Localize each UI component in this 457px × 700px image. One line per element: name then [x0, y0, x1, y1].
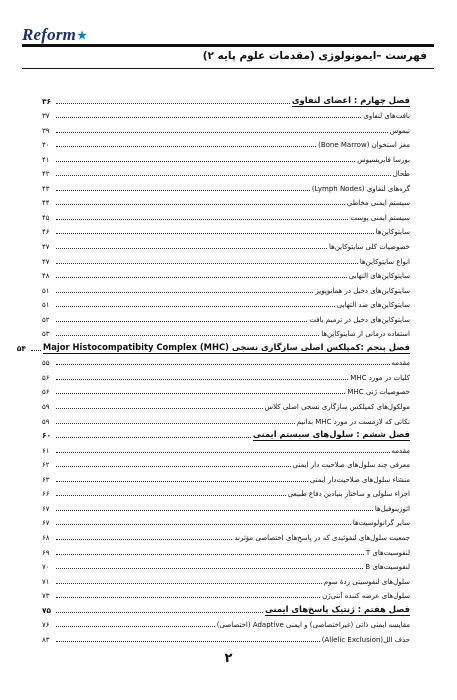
dot-leader	[56, 321, 307, 322]
toc-page-number: ۴۸	[42, 272, 50, 281]
dot-leader	[56, 393, 345, 394]
toc-row	[42, 281, 410, 296]
dot-leader	[56, 175, 391, 176]
dot-leader	[56, 626, 215, 627]
toc-page-number: ۶۷	[42, 519, 50, 528]
toc-row	[42, 412, 410, 427]
toc-page-number: ۶۰	[42, 431, 52, 441]
toc-entry-title: سلول‌های عرضه کننده آنتی‌ژن	[322, 592, 410, 601]
toc-entry-title: منشاء سلول‌های صلاحیت‌دار ایمنی	[309, 475, 410, 484]
dot-leader	[56, 524, 351, 525]
dot-leader	[56, 132, 388, 133]
toc-row	[42, 136, 410, 151]
dot-leader	[56, 554, 364, 555]
toc-row	[42, 368, 410, 383]
dot-leader	[56, 510, 373, 511]
toc-page-number: ۴۱	[42, 155, 50, 164]
toc-page-number: ۴۴	[42, 199, 50, 208]
toc-row	[42, 558, 410, 573]
dot-leader	[56, 597, 320, 598]
toc-row	[42, 325, 410, 340]
toc-row	[42, 456, 410, 471]
toc-chapter-row	[42, 601, 410, 616]
toc-entry-title: سایتوکاین‌های التهابی	[348, 272, 410, 281]
toc-row	[42, 470, 410, 485]
toc-page-number: ۴۶	[42, 228, 50, 237]
toc-page-number: ۷۱	[42, 577, 50, 586]
toc-entry-title: انواع سایتوکاین‌ها	[359, 257, 410, 266]
dot-leader	[56, 263, 358, 264]
toc-entry-title: سایتوکاین‌های دخیل در ترمیم بافت	[309, 315, 410, 324]
toc-entry-title: معرفی چند سلول‌های صلاحیت دار ایمنی	[292, 461, 410, 470]
toc-entry-title: لنفوسیت‌های B	[365, 563, 410, 572]
toc-page-number: ۷۰	[42, 563, 50, 572]
toc-row	[42, 543, 410, 558]
toc-row	[42, 514, 410, 529]
toc-entry-title: تیموس	[389, 126, 410, 135]
toc-entry-title: سایتوکاین‌های دخیل در همانوپویز	[315, 286, 410, 295]
toc-entry-title: طحال	[392, 170, 410, 179]
dot-leader	[56, 568, 363, 569]
toc-row	[42, 485, 410, 500]
toc-row	[42, 296, 410, 311]
toc-page-number: ۷۳	[42, 592, 50, 601]
toc-row	[42, 572, 410, 587]
dot-leader	[56, 452, 390, 453]
toc-page-number: ۶۳	[42, 475, 50, 484]
toc-page-number: ۴۳	[42, 184, 50, 193]
toc-page-number: ۴۷	[42, 243, 50, 252]
toc-entry-title: کلیات در مورد MHC	[350, 373, 410, 382]
dot-leader	[56, 364, 390, 365]
toc-row	[42, 223, 410, 238]
toc-entry-title: خصوصیات کلی سایتوکاین‌ها	[329, 243, 410, 252]
toc-entry-title: فصل ششم : سلول‌های سیستم ایمنی	[253, 429, 410, 440]
toc-row	[42, 267, 410, 282]
dot-leader	[56, 103, 290, 104]
toc-row	[42, 208, 410, 223]
toc-entry-title: جمعیت سلول‌های لنفوئیدی که در پاسخ‌های اختصاصی مؤثرند	[234, 533, 410, 542]
toc-page-number: ۵۶	[42, 388, 50, 397]
toc-entry-title: سایتوکاین‌های ضد التهابی	[336, 301, 410, 310]
toc-page-number: ۴۰	[42, 141, 50, 150]
dot-leader	[56, 248, 327, 249]
dot-leader	[31, 350, 41, 351]
toc-entry-title: سیستم ایمنی مخاطی	[346, 199, 410, 208]
toc-row	[42, 441, 410, 456]
toc-entry-title: سایتوکاین‌ها	[375, 228, 410, 237]
toc-page-number: ۶۱	[42, 446, 50, 455]
toc-page-number: ۶۲	[42, 461, 50, 470]
toc-page-number: ۷۶	[42, 621, 50, 630]
toc-entry-title: فصل هفتم : ژنتیک پاسخ‌های ایمنی	[264, 603, 410, 614]
toc-row	[42, 630, 410, 645]
toc-page-number: ۶۹	[42, 548, 50, 557]
dot-leader	[56, 292, 313, 293]
toc-entry-title: حذف الل(Allelic Exclusion)	[321, 635, 410, 644]
toc-row	[42, 237, 410, 252]
toc-page-number: ۴۷	[42, 257, 50, 266]
toc-entry-title: لنفوسیت‌های T	[365, 548, 410, 557]
dot-leader	[56, 437, 251, 438]
toc-page-number: ۳۹	[42, 126, 50, 135]
toc-entry-title: فصل چهارم : اعضای لنفاوی	[291, 94, 410, 105]
toc-row	[42, 616, 410, 631]
toc-page-number: ۵۱	[42, 286, 50, 295]
toc-page-number: ۴۲	[42, 170, 50, 179]
toc-chapter-row	[42, 427, 410, 442]
dot-leader	[56, 146, 316, 147]
toc-page-number: ۵۹	[42, 403, 50, 412]
toc-row	[42, 252, 410, 267]
toc-page-number: ۵۹	[42, 417, 50, 426]
toc-page-number: ۶۶	[42, 490, 50, 499]
toc-entry-title: سلول‌های لنفوسیتی ردهٔ سوم	[323, 577, 410, 586]
dot-leader	[56, 612, 263, 613]
toc-page-number: ۳۷	[42, 112, 50, 121]
toc-page-number: ۶۸	[42, 533, 50, 542]
toc-entry-title: بورسا فابریسیوس	[357, 155, 410, 164]
toc-row	[42, 107, 410, 122]
dot-leader	[56, 408, 263, 409]
toc-page-number: ۵۱	[42, 301, 50, 310]
toc-page-number: ۵۳	[42, 330, 50, 339]
star-icon: ★	[77, 30, 88, 42]
toc-row	[42, 397, 410, 412]
toc-row	[42, 179, 410, 194]
toc-entry-title: ائوزینوفیل‌ها	[374, 504, 410, 513]
dot-leader	[56, 641, 320, 642]
header-rule-thin	[22, 68, 434, 69]
toc-entry-title: سایر گرانولوسیت‌ها	[352, 519, 410, 528]
toc-row	[42, 194, 410, 209]
toc-entry-title: فصل پنجم :کمپلکس اصلی سازگاری نسجی (MHC) Major Histocompatibity Complex	[42, 341, 410, 352]
toc-chapter-row	[42, 92, 410, 107]
toc-entry-title: مقایسه ایمنی ذاتی (غیراختصاصی) و ایمنی Adaptive (اختصاصی)	[216, 621, 410, 630]
toc-page-number: ۷۵	[42, 605, 52, 615]
toc-entry-title: استفاده درمانی از سایتوکاین‌ها	[321, 330, 410, 339]
toc-entry-title: مولکول‌های کمپلکس سازگاری نسجی اصلی کلاس	[264, 403, 410, 412]
dot-leader	[56, 379, 348, 380]
toc-row	[42, 587, 410, 602]
dot-leader	[56, 277, 347, 278]
toc-row	[42, 310, 410, 325]
toc-entry-title: مقدمه	[391, 446, 410, 455]
toc-row	[42, 121, 410, 136]
toc-page-number: ۴۵	[42, 213, 50, 222]
toc-page-number: ۶۷	[42, 504, 50, 513]
dot-leader	[56, 161, 355, 162]
dot-leader	[56, 539, 232, 540]
dot-leader	[56, 335, 319, 336]
toc-entry-title: بافت‌های لنفاوی	[363, 112, 410, 121]
toc-row	[42, 499, 410, 514]
toc-row	[42, 383, 410, 398]
toc-entry-title: اجزاء سلولی و ساختار بنیادین دفاع طبیعی	[287, 490, 410, 499]
toc-entry-title: گره‌های لنفاوی (Lymph Nodes)	[311, 184, 410, 193]
toc-page-number: ۵۴	[16, 343, 26, 353]
toc-entry-title: خصوصیات ژنی MHC	[347, 388, 410, 397]
dot-leader	[56, 495, 286, 496]
table-of-contents	[16, 92, 410, 645]
dot-leader	[56, 583, 322, 584]
dot-leader	[56, 204, 345, 205]
toc-entry-title: نکاتی که لازمست در مورد MHC بدانیم	[296, 417, 410, 426]
toc-entry-title: مغز استخوان (Bone Marrow)	[318, 141, 410, 150]
dot-leader	[56, 233, 374, 234]
dot-leader	[56, 117, 361, 118]
toc-entry-title: سیستم ایمنی پوست	[350, 213, 410, 222]
page-number: ۲	[224, 651, 233, 666]
toc-row	[42, 528, 410, 543]
dot-leader	[56, 306, 335, 307]
toc-page-number: ۵۲	[42, 315, 50, 324]
publisher-logo	[22, 26, 87, 44]
toc-page-number: ۸۳	[42, 635, 50, 644]
dot-leader	[56, 481, 308, 482]
dot-leader	[56, 423, 295, 424]
dot-leader	[56, 190, 310, 191]
dot-leader	[56, 466, 291, 467]
page-title: فهرست –ایمونولوژی (مقدمات علوم پایه ۲)	[202, 50, 427, 62]
toc-page-number: ۵۵	[42, 359, 50, 368]
toc-row	[42, 165, 410, 180]
toc-row	[42, 150, 410, 165]
toc-entry-title: مقدمه	[391, 359, 410, 368]
toc-page-number: ۳۶	[42, 96, 52, 106]
logo-text: Reform	[22, 25, 77, 44]
toc-chapter-row	[16, 339, 410, 354]
toc-row	[42, 354, 410, 369]
toc-page-number: ۵۶	[42, 373, 50, 382]
dot-leader	[56, 219, 348, 220]
